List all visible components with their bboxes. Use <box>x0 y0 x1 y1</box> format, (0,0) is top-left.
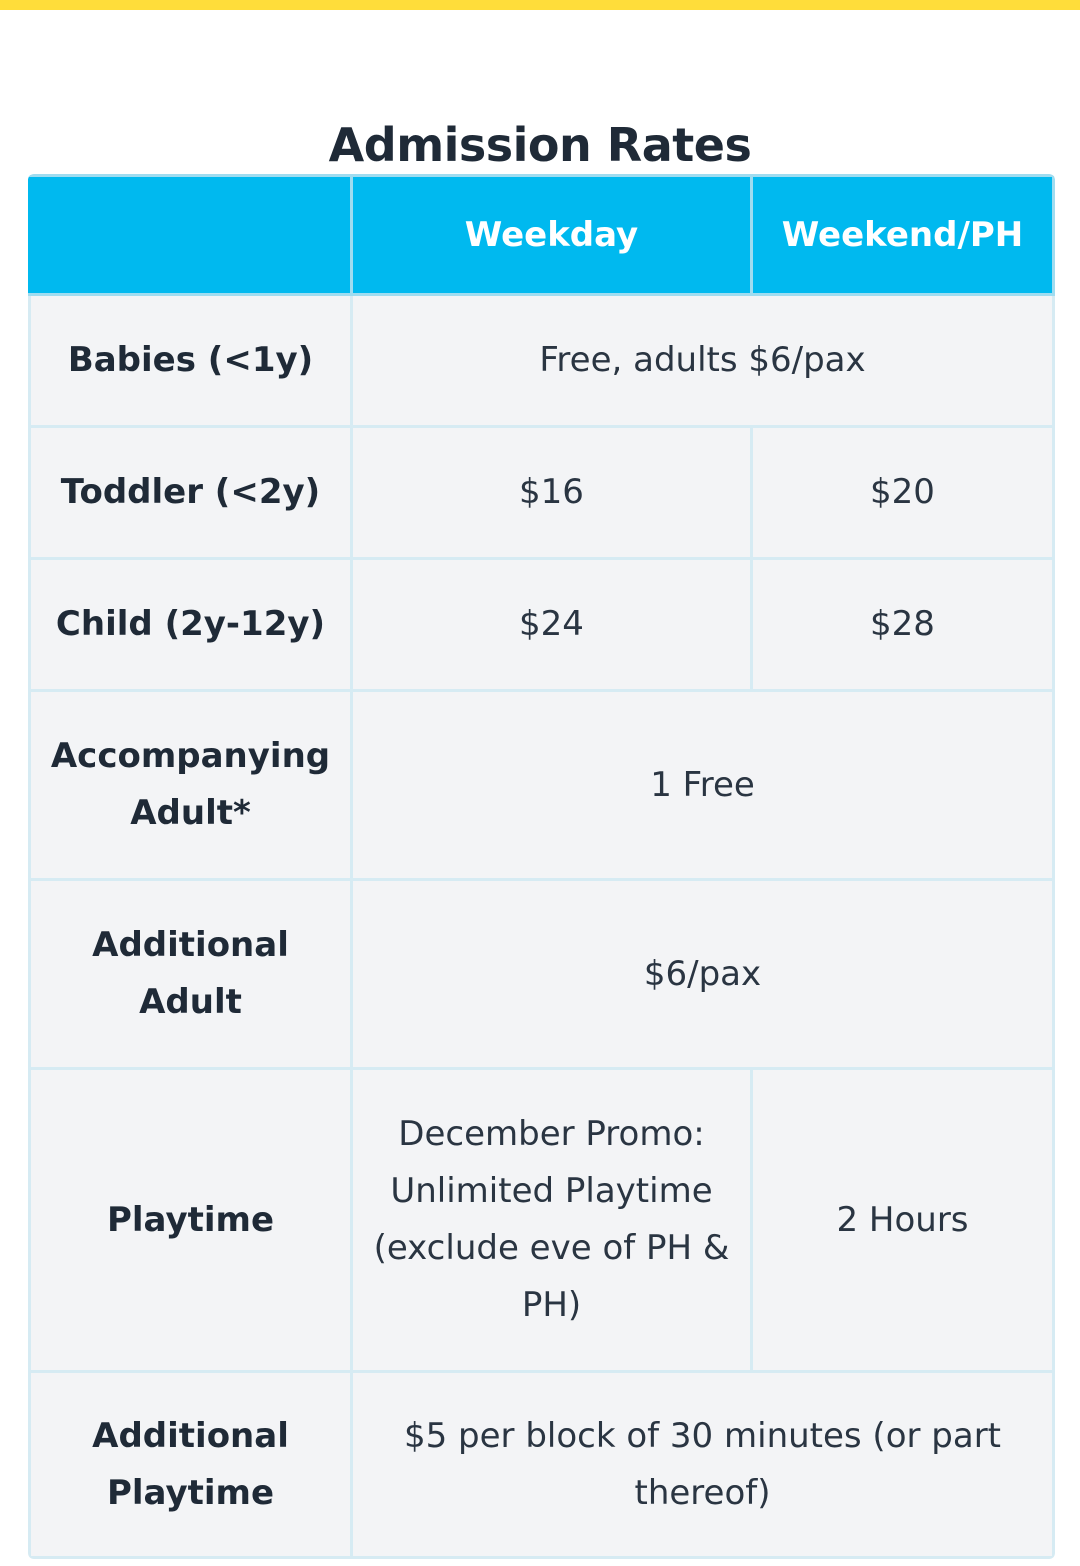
row-value-toddler-weekday: $16 <box>352 427 752 559</box>
row-label-additional-adult: Additional Adult <box>30 880 352 1069</box>
row-label-playtime: Playtime <box>30 1069 352 1372</box>
row-value-child-weekend: $28 <box>752 559 1054 691</box>
table-header-row <box>30 176 1054 295</box>
row-value-additional-adult: $6/pax <box>352 880 1054 1069</box>
row-value-playtime-weekday: December Promo: Unlimited Playtime (exclude eve of PH & PH) <box>352 1069 752 1372</box>
row-label-babies: Babies (<1y) <box>30 295 352 427</box>
row-value-child-weekday: $24 <box>352 559 752 691</box>
row-value-playtime-weekend: 2 Hours <box>752 1069 1054 1372</box>
row-value-babies: Free, adults $6/pax <box>352 295 1054 427</box>
table-row <box>30 1069 1054 1372</box>
header-weekend-ph: Weekend/PH <box>752 176 1054 295</box>
row-value-accompanying-adult: 1 Free <box>352 691 1054 880</box>
row-label-additional-playtime: Additional Playtime <box>30 1372 352 1558</box>
table-row <box>30 880 1054 1069</box>
table-row <box>30 559 1054 691</box>
page-title: Admission Rates <box>328 117 752 172</box>
row-label-toddler: Toddler (<2y) <box>30 427 352 559</box>
header-blank-cell <box>30 176 352 295</box>
row-value-additional-playtime: $5 per block of 30 minutes (or part thereof) <box>352 1372 1054 1558</box>
admission-rates-table <box>28 174 1055 1559</box>
row-label-child: Child (2y-12y) <box>30 559 352 691</box>
row-value-toddler-weekend: $20 <box>752 427 1054 559</box>
header-weekday: Weekday <box>352 176 752 295</box>
table-row <box>30 691 1054 880</box>
row-label-accompanying-adult: Accompanying Adult* <box>30 691 352 880</box>
accent-top-bar <box>0 0 1080 10</box>
table-row <box>30 295 1054 427</box>
table-row <box>30 427 1054 559</box>
table-row <box>30 1372 1054 1558</box>
